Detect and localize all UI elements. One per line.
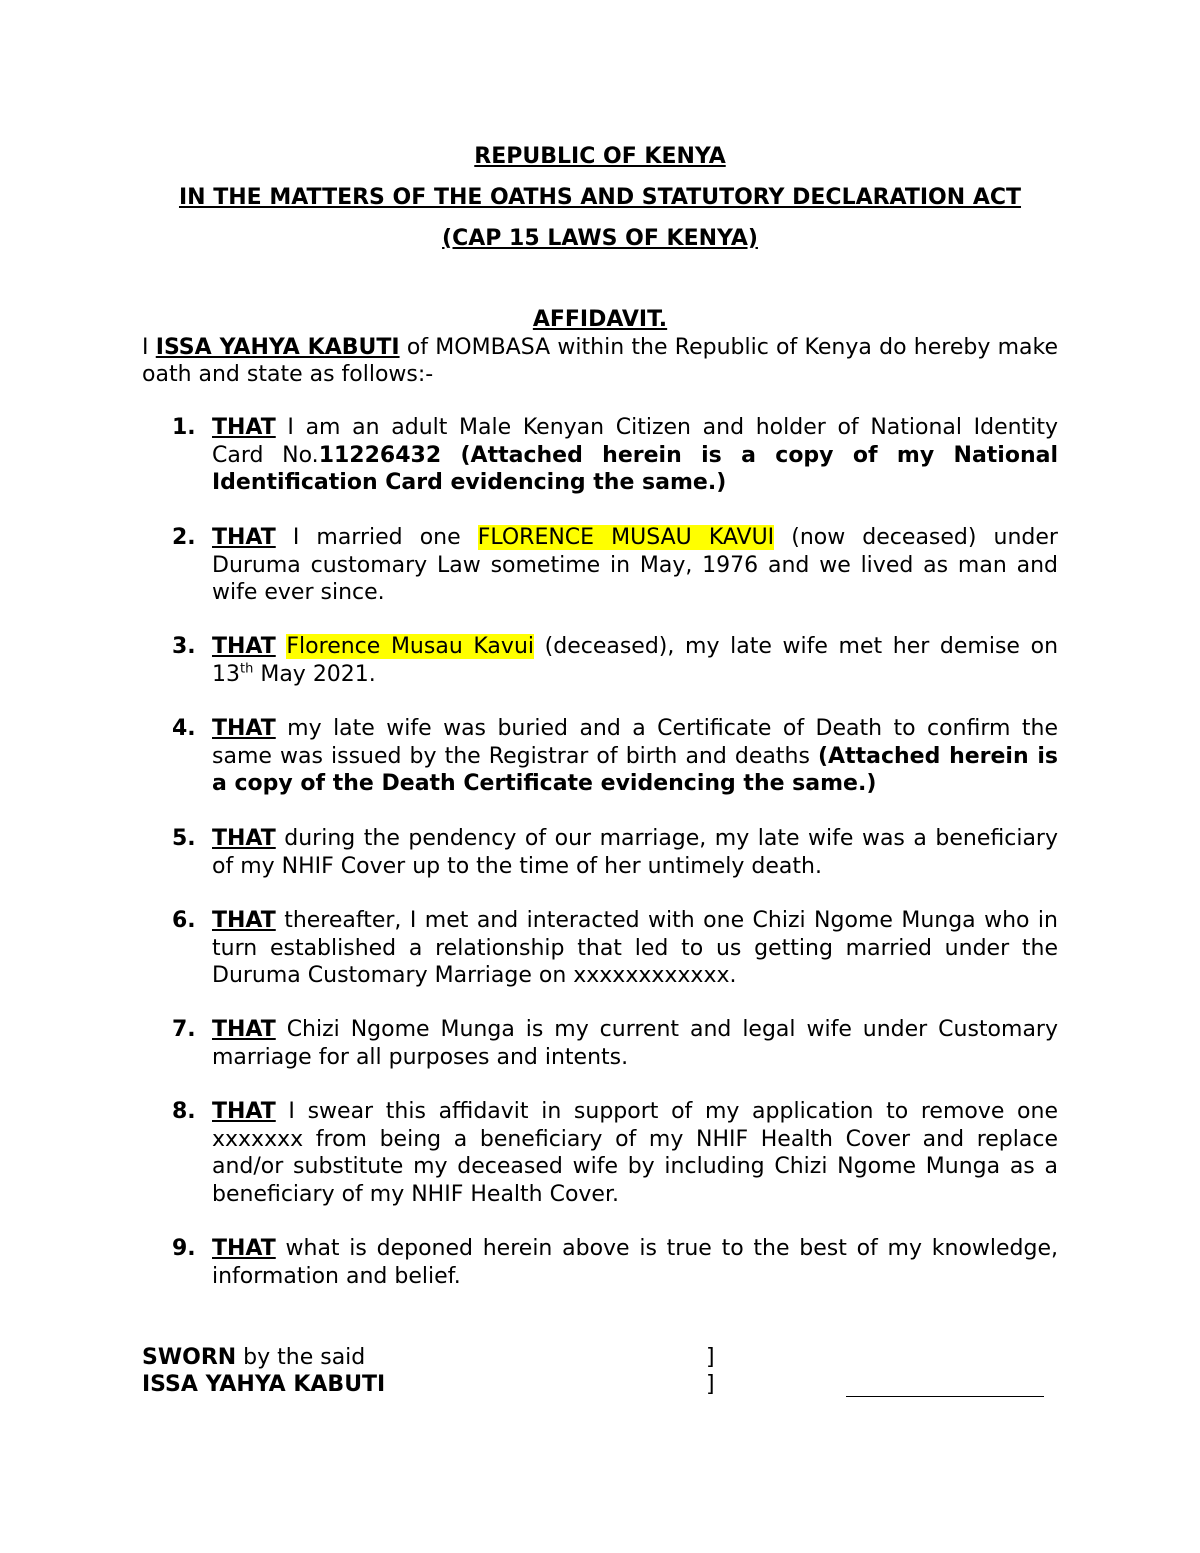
clause-bold-text: (Attached herein is a copy of the Death Certificate evidencing the same.) — [212, 743, 1058, 796]
clause-1 — [172, 414, 1059, 497]
highlighted-name: Florence Musau Kavui — [286, 634, 534, 659]
clause-number: 6. — [172, 908, 196, 933]
clause-number: 5. — [172, 826, 196, 851]
sworn-line — [142, 1344, 365, 1371]
clause-number: 9. — [172, 1236, 196, 1261]
document-title: AFFIDAVIT. — [532, 307, 668, 332]
clause-4 — [172, 715, 1058, 798]
that-label: THAT — [212, 634, 276, 659]
clause-text: my late wife was buried and a Certificate of Death to confirm the same was issued by the Registrar of birth and deaths — [212, 716, 1058, 769]
intro-paragraph — [142, 334, 1058, 388]
bracket-2: ] — [706, 1372, 715, 1397]
clause-text: Chizi Ngome Munga is my current and legal wife under Customary marriage for all purposes and intents. — [212, 1017, 1058, 1070]
sworn-label: SWORN — [142, 1345, 237, 1370]
signature-line — [846, 1396, 1044, 1397]
header-cap: (CAP 15 LAWS OF KENYA) — [442, 226, 758, 251]
clause-text: (deceased), my late wife met her demise on 13 — [212, 634, 1059, 687]
header-act: IN THE MATTERS OF THE OATHS AND STATUTORY DECLARATION ACT — [178, 185, 1022, 210]
clause-7 — [172, 1016, 1058, 1071]
header-republic: REPUBLIC OF KENYA — [474, 144, 726, 169]
highlighted-name: FLORENCE MUSAU KAVUI — [477, 525, 775, 550]
intro-text: of MOMBASA within the Republic of Kenya do hereby make oath and state as follows:- — [142, 335, 1059, 387]
clause-number: 1. — [172, 415, 196, 440]
clause-number: 7. — [172, 1017, 196, 1042]
clause-text: I am an adult Male Kenyan Citizen and holder of National Identity Card No. — [212, 415, 1058, 468]
clause-9 — [172, 1235, 1058, 1290]
that-label: THAT — [212, 1017, 276, 1042]
clause-text: May 2021. — [253, 661, 376, 687]
clause-number: 2. — [172, 525, 196, 550]
ordinal-suffix: th — [240, 661, 254, 677]
clause-6 — [172, 907, 1058, 990]
clause-3 — [172, 633, 1059, 688]
sworn-text: by the said — [236, 1345, 366, 1370]
clause-number: 4. — [172, 716, 196, 741]
that-label: THAT — [212, 1236, 276, 1261]
clause-text: what is deponed herein above is true to the best of my knowledge, information and belief. — [212, 1236, 1058, 1289]
deponent-name: ISSA YAHYA KABUTI — [155, 335, 400, 360]
clause-text: I swear this affidavit in support of my application to remove one xxxxxxx from being a beneficiary of my NHIF Health Cover and replace and/or substitute my deceased wife by including Chizi Ngome Munga as a beneficiary of my NHIF Health Cover. — [212, 1099, 1058, 1207]
that-label: THAT — [212, 1099, 276, 1124]
clause-8 — [172, 1098, 1058, 1208]
clause-2 — [172, 524, 1058, 607]
bracket-1: ] — [706, 1345, 715, 1370]
clause-text: I married one — [275, 525, 478, 550]
clause-text: (now deceased) under Duruma customary Law sometime in May, 1976 and we lived as man and wife ever since. — [212, 525, 1058, 605]
clause-number: 3. — [172, 634, 196, 659]
clause-text: thereafter, I met and interacted with one Chizi Ngome Munga who in turn established a relationship that led to us getting married under the Duruma Customary Marriage on xxxxxxxxxxxx. — [212, 908, 1058, 988]
clause-text: during the pendency of our marriage, my late wife was a beneficiary of my NHIF Cover up to the time of her untimely death. — [212, 826, 1058, 879]
that-label: THAT — [212, 716, 276, 741]
deponent-name-signature: ISSA YAHYA KABUTI — [142, 1372, 386, 1397]
that-label: THAT — [212, 826, 276, 851]
that-label: THAT — [212, 908, 276, 933]
clause-number: 8. — [172, 1099, 196, 1124]
that-label: THAT — [212, 525, 276, 550]
clause-bold-text: 11226432 (Attached herein is a copy of my National Identification Card evidencing the same.) — [212, 442, 1059, 495]
clause-5 — [172, 825, 1058, 880]
intro-prefix: I — [142, 335, 156, 360]
that-label: THAT — [212, 415, 276, 440]
